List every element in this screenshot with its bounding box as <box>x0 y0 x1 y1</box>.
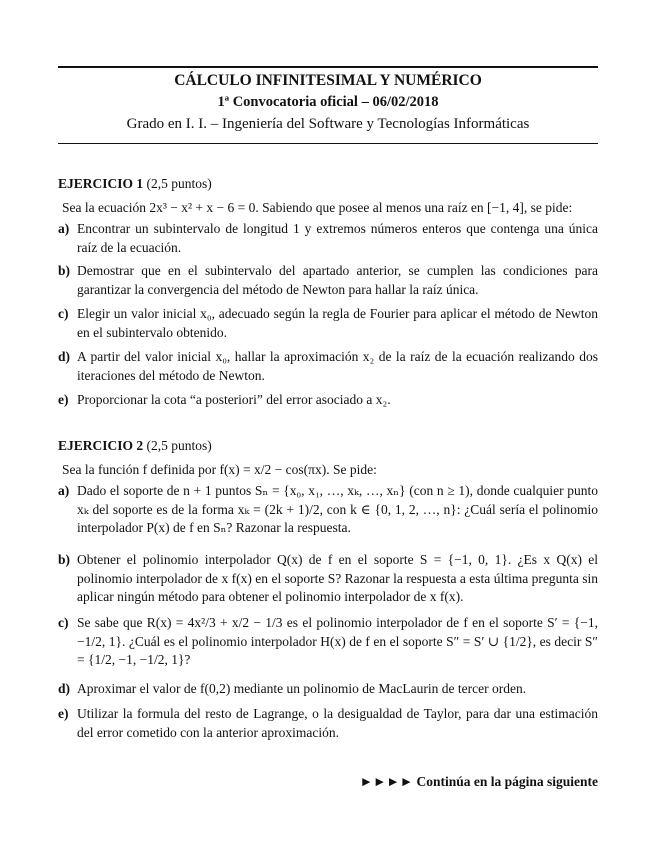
exercise-1-item-c <box>58 305 598 342</box>
item-text: A partir del valor inicial x₀, hallar la aproximación x₂ de la raíz de la ecuación realizando dos iteraciones del método de Newton. <box>77 349 598 383</box>
exercise-2-item-b <box>58 551 598 607</box>
header-bottom-rule <box>58 143 598 144</box>
exercise-2-label: EJERCICIO 2 <box>58 438 144 453</box>
exercise-1-statement: Sea la ecuación 2x³ − x² + x − 6 = 0. Sabiendo que posee al menos una raíz en [−1, 4], se pide: <box>62 200 573 215</box>
course-title: CÁLCULO INFINITESIMAL Y NUMÉRICO <box>174 72 482 89</box>
exercise-1-points: (2,5 puntos) <box>146 176 212 191</box>
item-text: Se sabe que R(x) = 4x²/3 + x/2 − 1/3 es el polinomio interpolador de f en el soporte S′ = {−1, −1/2, 1}. ¿Cuál es el polinomio interpolador H(x) de f en el soporte S″ = S′ ∪ {1/2}, es decir S″ = {1/2, −1, −1/2, 1}? <box>77 615 598 667</box>
exercise-1-heading <box>58 176 212 192</box>
exam-session: 1ª Convocatoria oficial – 06/02/2018 <box>217 94 439 110</box>
exercise-1-item-e <box>58 391 598 410</box>
item-label: b) <box>58 263 71 278</box>
item-label: a) <box>58 483 70 498</box>
item-text: Demostrar que en el subintervalo del apartado anterior, se cumplen las condiciones para garantizar la convergencia del método de Newton para hallar la raíz única. <box>77 263 598 297</box>
item-label: a) <box>58 221 70 236</box>
exercise-2-heading <box>58 438 212 454</box>
item-text: Dado el soporte de n + 1 puntos Sₙ = {x₀, x₁, …, xₖ, …, xₙ} (con n ≥ 1), donde cualquier punto xₖ del soporte es de la forma xₖ = (2k + 1)/2, con k ∈ {0, 1, 2, …, n}: ¿Cuál sería el polinomio interpolador P(x) de f en Sₙ? Razonar la respuesta. <box>77 483 598 535</box>
item-text: Encontrar un subintervalo de longitud 1 y extremos números enteros que contenga una única raíz de la ecuación. <box>77 221 598 255</box>
item-text: Obtener el polinomio interpolador Q(x) de f en el soporte S = {−1, 0, 1}. ¿Es x Q(x) el polinomio interpolador de x f(x) en el soporte S? Razonar la respuesta a esta última pregunta sin aplicar ningún método para obtener el polinomio interpolador de x f(x). <box>77 552 598 604</box>
item-label: b) <box>58 552 71 567</box>
item-text: Aproximar el valor de f(0,2) mediante un polinomio de MacLaurin de tercer orden. <box>77 681 527 696</box>
header-top-rule <box>58 66 598 68</box>
item-label: d) <box>58 681 71 696</box>
exercise-2-item-c <box>58 614 598 670</box>
item-label: e) <box>58 706 69 721</box>
exercise-2-points: (2,5 puntos) <box>146 438 212 453</box>
item-text: Utilizar la formula del resto de Lagrange, o la desigualdad de Taylor, para dar una estimación del error cometido con la anterior aproximación. <box>77 706 598 740</box>
exercise-2-statement: Sea la función f definida por f(x) = x/2 − cos(πx). Se pide: <box>62 462 377 477</box>
exercise-1-item-b <box>58 262 598 299</box>
item-label: c) <box>58 306 69 321</box>
degree-name: Grado en I. I. – Ingeniería del Software y Tecnologías Informáticas <box>126 116 530 132</box>
item-label: e) <box>58 392 69 407</box>
exercise-2-item-a <box>58 482 598 538</box>
exercise-1-item-d <box>58 348 598 385</box>
continue-next-page-note: ►►►► Continúa en la página siguiente <box>359 774 598 789</box>
exercise-1-item-a <box>58 220 598 257</box>
item-label: d) <box>58 349 71 364</box>
item-label: c) <box>58 615 69 630</box>
item-text: Proporcionar la cota “a posteriori” del error asociado a x₂. <box>77 392 391 407</box>
item-text: Elegir un valor inicial x₀, adecuado según la regla de Fourier para aplicar el método de Newton en el subintervalo obtenido. <box>77 306 598 340</box>
exercise-2-item-d <box>58 680 598 699</box>
exercise-1-label: EJERCICIO 1 <box>58 176 144 191</box>
exercise-2-item-e <box>58 705 598 742</box>
